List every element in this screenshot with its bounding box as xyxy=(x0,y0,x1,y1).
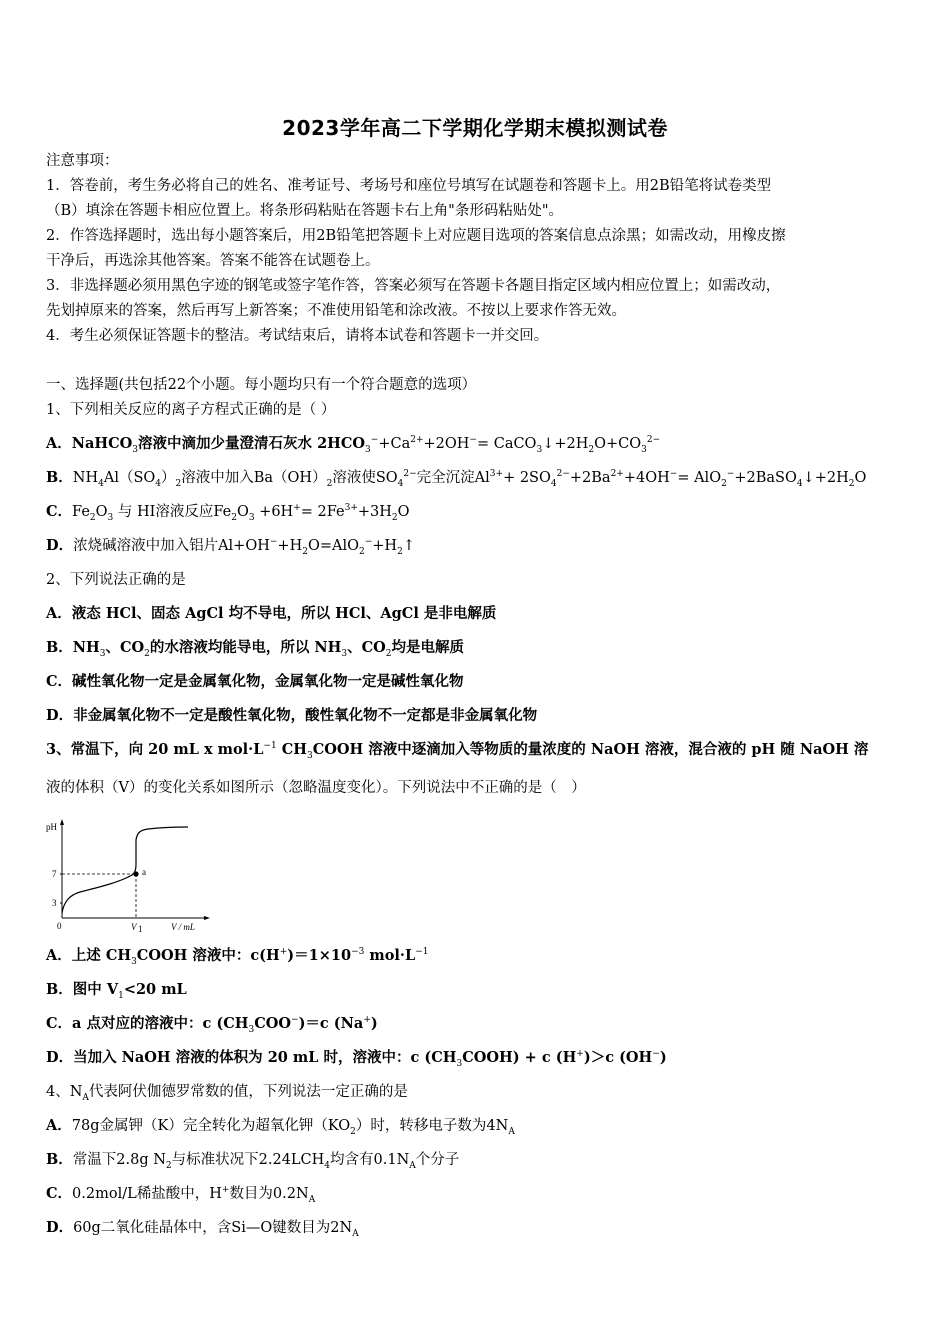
q4-option-b: B．常温下2.8g $N_2$与标准状况下$2.24LCH_4$均含有$0.1N_A$个分子 xyxy=(46,1151,460,1171)
q4-option-d: D．60g二氧化硅晶体中，含Si—O键数目为$2N_A$ xyxy=(46,1219,359,1239)
ph-titration-graph xyxy=(40,815,215,935)
q3-stem-line2: 液的体积（V）的变化关系如图所示（忽略温度变化）。下列说法中不正确的是（ ） xyxy=(46,780,586,796)
y-axis-arrow xyxy=(60,819,64,825)
q1-option-d: D．浓烧碱溶液中加入铝片$Al+OH^-+H_2O=AlO_2^-+H_2↑$ xyxy=(46,537,415,557)
q3-option-d: D．当加入 NaOH 溶液的体积为 20 mL 时，溶液中：c $(CH_3COOH) + c$ (H+)＞c (OH−) xyxy=(46,1049,667,1069)
note-line: 先划掉原来的答案，然后再写上新答案；不准使用铅笔和涂改液。不按以上要求作答无效。 xyxy=(46,303,626,319)
page-title: 2023学年高二下学期化学期末模拟测试卷 xyxy=(282,116,668,140)
notes-heading: 注意事项： xyxy=(46,153,119,169)
y-tick-7: 7 xyxy=(52,869,57,879)
note-line: 3．非选择题必须用黑色字迹的钢笔或签字笔作答，答案必须写在答题卡各题目指定区域内相应位置上；如需改动， xyxy=(46,278,781,294)
point-a-label: a xyxy=(142,867,146,877)
point-a xyxy=(133,871,138,876)
note-line: 2．作答选择题时，选出每小题答案后，用2B铅笔把答题卡上对应题目选项的答案信息点涂黑；如需改动，用橡皮擦 xyxy=(46,228,786,244)
q1-option-b: B．$NH_4Al(SO_4)_2$溶液中加入$Ba(OH)_2$溶液使$SO_4^{2-}$完全沉淀$Al^{3+}+ 2SO_4^{2-}+2Ba^{2+}+4OH^-=$ $AlO_2^-+2BaSO_4↓+2H_2O$ xyxy=(46,469,867,489)
x-axis-label: V / mL xyxy=(171,922,195,932)
q1-stem: 1、下列相关反应的离子方程式正确的是（ ） xyxy=(46,402,336,418)
y-axis-label: pH xyxy=(46,822,57,832)
x-axis-arrow xyxy=(204,916,210,920)
q3-option-c: C．a 点对应的溶液中：c $(CH_3COO^-)=c$ (Na+) xyxy=(46,1015,378,1035)
note-line: 干净后，再选涂其他答案。答案不能答在试题卷上。 xyxy=(46,253,380,269)
q2-option-b: B．$NH_3$、$CO_2$的水溶液均能导电，所以 $NH_3$、$CO_2$均是电解质 xyxy=(46,639,465,659)
q1-option-a: A．NaHCO$_3$溶液中滴加少量澄清石灰水 $2HCO_3^-+Ca^{2+}+2OH^-=$ $CaCO_3↓+2H_2O+CO_3^{2-}$ xyxy=(46,435,661,455)
q1-option-c: C．$Fe_2O_3$ 与 HI溶液反应$Fe_2O_3 +6H^+= 2Fe^{3+}+3H_2O$ xyxy=(46,503,410,523)
q3-option-b: B．图中 $V_1<20$ mL xyxy=(46,981,187,1001)
note-line: 4．考生必须保证答题卡的整洁。考试结束后，请将本试卷和答题卡一并交回。 xyxy=(46,328,549,344)
x-tick-v: V xyxy=(131,922,137,932)
q2-option-c: C．碱性氧化物一定是金属氧化物，金属氧化物一定是碱性氧化物 xyxy=(46,673,464,690)
q2-option-a: A．液态 HCl、固态 AgCl 均不导电，所以 HCl、AgCl 是非电解质 xyxy=(46,605,497,622)
q4-stem: 4、$N_A$代表阿伏伽德罗常数的值，下列说法一定正确的是 xyxy=(46,1084,408,1103)
y-tick-3: 3 xyxy=(52,898,57,908)
q3-stem-line1: 3、常温下，向 20 mL x $mol\cdot L^{-1}$ $CH_3COOH$ 溶液中逐滴加入等物质的量浓度的 NaOH 溶液，混合液的 pH 随 NaOH 溶 xyxy=(46,741,869,761)
q4-option-a: A．78g金属钾（K）完全转化为超氧化钾$(KO_2)$时，转移电子数为$4N_A$ xyxy=(46,1117,515,1137)
q2-option-d: D．非金属氧化物不一定是酸性氧化物，酸性氧化物不一定都是非金属氧化物 xyxy=(46,707,538,724)
origin-label: 0 xyxy=(57,921,62,931)
x-tick-v-sub: 1 xyxy=(138,924,143,934)
q3-option-a: A．上述 $CH_3COOH$ 溶液中：$c(H^+)=1\times 10^{-3}$ $mol\cdot L^{-1}$ xyxy=(46,947,429,967)
q2-stem: 2、下列说法正确的是 xyxy=(46,572,186,588)
note-line: （B）填涂在答题卡相应位置上。将条形码粘贴在答题卡右上角"条形码粘贴处"。 xyxy=(46,203,563,219)
section-heading: 一、选择题(共包括22个小题。每小题均只有一个符合题意的选项） xyxy=(46,377,477,393)
ph-curve xyxy=(62,827,188,913)
q4-option-c: C．0.2mol/L稀盐酸中，H+数目为$0.2N_A$ xyxy=(46,1185,316,1205)
note-line: 1．答卷前，考生务必将自己的姓名、准考证号、考场号和座位号填写在试题卷和答题卡上。用2B铅笔将试卷类型 xyxy=(46,178,772,194)
